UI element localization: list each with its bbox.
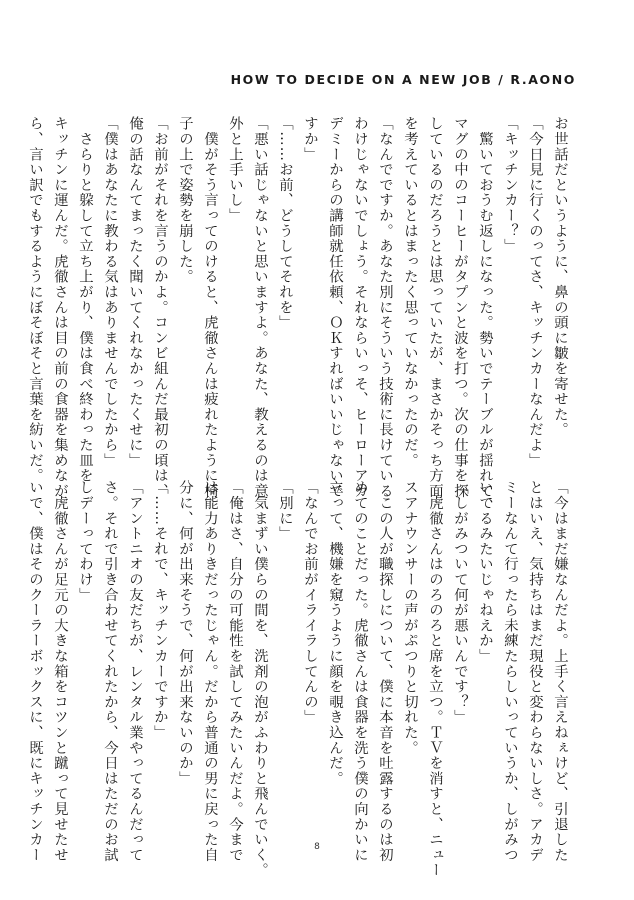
text-line: は能力ありきだったじゃん。だから普通の男に戻った自 bbox=[202, 480, 218, 863]
text-line: 外と上手いし」 bbox=[227, 116, 243, 224]
running-head-title: HOW TO DECIDE ON A NEW JOB / R.AONO bbox=[230, 72, 576, 87]
text-line: すか」 bbox=[302, 116, 318, 162]
text-line: いで、僕はそのクーラーボックスに、既にキッチンカー bbox=[27, 480, 43, 863]
text-line: デミーからの講師就任依頼、ＯＫすればいいじゃないで bbox=[327, 116, 343, 499]
text-line: 「今日見に行くのってさ、キッチンカーなんだよ」 bbox=[527, 116, 543, 468]
text-line: 俺の話なんてまったく聞いてくれなかったくせに」 bbox=[127, 116, 143, 468]
text-line: ミーなんて行ったら未練たらしいっていうか、しがみつ bbox=[502, 480, 518, 863]
page-number: 8 bbox=[314, 842, 320, 852]
text-line: お世話だというように、鼻の頭に皺を寄せた。 bbox=[552, 116, 568, 438]
text-line: 「今はまだ嫌なんだよ。上手く言えねぇけど、引退した bbox=[552, 480, 568, 863]
lower-text-block bbox=[27, 480, 572, 878]
text-line: さ。それで引き合わせてくれたから、今日はただのお試 bbox=[102, 480, 118, 863]
text-line: しているのだろうとは思っていたが、まさかそっち方面 bbox=[427, 116, 443, 499]
text-line: 「……お前、どうしてそれを」 bbox=[277, 116, 293, 331]
text-line: 「俺はさ、自分の可能性を試してみたいんだよ。今まで bbox=[227, 480, 243, 863]
text-line: 「アントニオの友だちが、レンタル業やってるんだって bbox=[127, 480, 143, 863]
text-line: スアナウンサーの声がぷつりと切れた。 bbox=[402, 480, 418, 756]
text-line: 「キッチンカー？」 bbox=[502, 116, 518, 254]
text-line: この人が職探しについて、僕に本音を吐露するのは初 bbox=[377, 480, 393, 863]
text-line: マグの中のコーヒーがタプンと波を打つ。次の仕事を探 bbox=[452, 116, 468, 499]
text-line: キッチンに運んだ。虎徹さんは目の前の食器を集めなが bbox=[52, 116, 68, 499]
text-line: 僕がそう言ってのけると、虎徹さんは疲れたように椅 bbox=[202, 116, 218, 499]
text-line: わけじゃないでしょう。それならいっそ、ヒーローアカ bbox=[352, 116, 368, 499]
text-line: 「僕はあなたに教わる気はありませんでしたから」 bbox=[102, 116, 118, 468]
text-line: 立って、機嫌を窺うように顔を覗き込んだ。 bbox=[327, 480, 343, 786]
text-line: を考えているとはまったく思っていなかったのだ。 bbox=[402, 116, 418, 468]
text-line: ら、言い訳でもするようにぼそぼそと言葉を紡いだ。 bbox=[27, 116, 43, 484]
text-line: 「別に」 bbox=[277, 480, 293, 542]
text-line: 「しがみついて何が悪いんです？」 bbox=[452, 480, 468, 725]
text-line: 気まずい僕らの間を、洗剤の泡がふわりと飛んでいく。 bbox=[252, 480, 268, 878]
text-line: しデーってわけ」 bbox=[77, 480, 93, 603]
text-line: 「お前がそれを言うのかよ。コンビ組んだ最初の頃は、 bbox=[152, 116, 168, 499]
text-line: とはいえ、気持ちはまだ現役と変わらないしさ。アカデ bbox=[527, 480, 543, 863]
text-line: いてるみたいじゃねえか」 bbox=[477, 480, 493, 664]
text-line: 虎徹さんが足元の大きな箱をコツンと蹴って見せたせ bbox=[52, 480, 68, 863]
text-line: 「なんでですか。あなた別にそういう技術に長けている bbox=[377, 116, 393, 499]
text-line: さらりと躱して立ち上がり、僕は食べ終わった皿を bbox=[77, 116, 93, 484]
text-line: 「悪い話じゃないと思いますよ。あなた、教えるのは意 bbox=[252, 116, 268, 499]
text-line: 分に、何が出来そうで、何が出来ないのか」 bbox=[177, 480, 193, 786]
text-line: めてのことだった。虎徹さんは食器を洗う僕の向かいに bbox=[352, 480, 368, 863]
text-line: 虎徹さんはのろのろと席を立つ。ＴＶを消すと、ニュー bbox=[427, 480, 443, 878]
text-line: 「なんでお前がイライラしてんの」 bbox=[302, 480, 318, 725]
upper-text-block bbox=[27, 116, 572, 514]
text-line: 子の上で姿勢を崩した。 bbox=[177, 116, 193, 285]
text-line: 驚いておうむ返しになった。勢いでテーブルが揺れて、 bbox=[477, 116, 493, 514]
text-line: 「……それで、キッチンカーですか」 bbox=[152, 480, 168, 741]
